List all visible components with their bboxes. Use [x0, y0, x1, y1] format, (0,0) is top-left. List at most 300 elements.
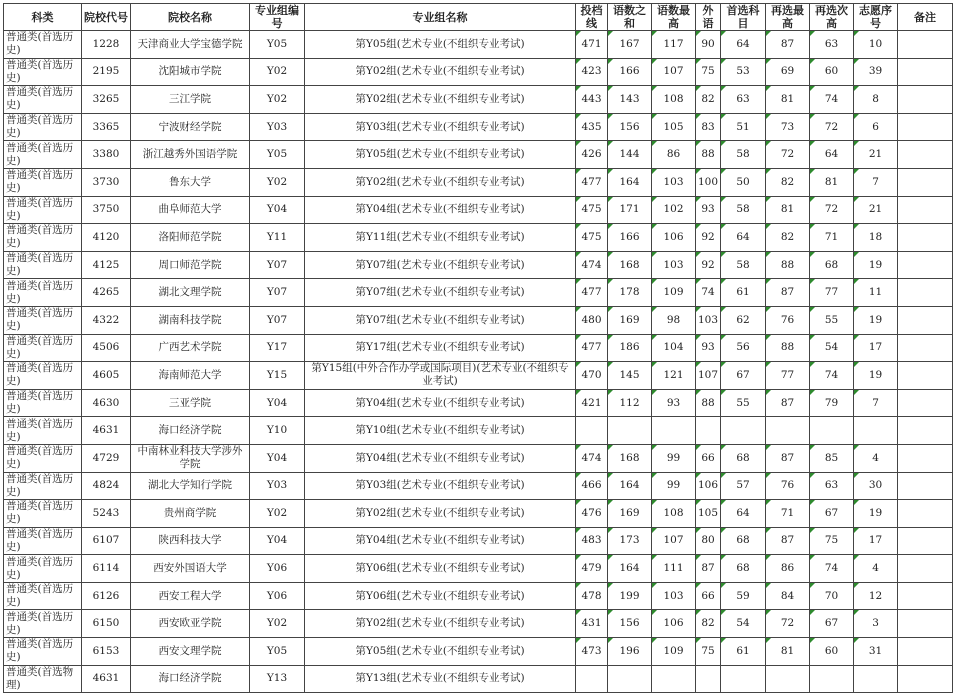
cell-remarks — [898, 306, 953, 334]
cell-group-name: 第Y06组(艺术专业(不组织专业考试) — [305, 555, 576, 583]
cell-foreign-language: 90 — [696, 31, 721, 59]
cell-first-choice-subject: 57 — [721, 472, 766, 500]
cell-school-code: 5243 — [82, 500, 131, 528]
cell-second-choice-max — [766, 417, 810, 445]
cell-second-choice-max: 87 — [766, 279, 810, 307]
cell-group-name: 第Y02组(艺术专业(不组织专业考试) — [305, 168, 576, 196]
header-school-code: 院校代号 — [82, 4, 131, 31]
cell-chinese-math-sum: 145 — [608, 362, 652, 390]
table-row — [4, 638, 953, 666]
header-school-name: 院校名称 — [131, 4, 250, 31]
cell-group-code: Y11 — [250, 224, 305, 252]
cell-subject-category: 普通类(首选历史) — [4, 389, 82, 417]
cell-group-name: 第Y02组(艺术专业(不组织专业考试) — [305, 500, 576, 528]
cell-group-name: 第Y04组(艺术专业(不组织专业考试) — [305, 196, 576, 224]
cell-group-code: Y17 — [250, 334, 305, 362]
cell-second-choice-max: 72 — [766, 610, 810, 638]
cell-first-choice-subject: 64 — [721, 31, 766, 59]
header-group-name: 专业组名称 — [305, 4, 576, 31]
cell-group-name: 第Y02组(艺术专业(不组织专业考试) — [305, 610, 576, 638]
cell-school-code: 4120 — [82, 224, 131, 252]
cell-chinese-math-max: 107 — [652, 58, 696, 86]
cell-chinese-math-max: 108 — [652, 500, 696, 528]
cell-preference-order — [854, 417, 898, 445]
cell-school-code: 4631 — [82, 417, 131, 445]
cell-first-choice-subject — [721, 665, 766, 693]
cell-school-name: 海南师范大学 — [131, 362, 250, 390]
cell-school-code: 4322 — [82, 306, 131, 334]
cell-foreign-language — [696, 417, 721, 445]
cell-school-name: 海口经济学院 — [131, 417, 250, 445]
cell-group-name: 第Y17组(艺术专业(不组织专业考试) — [305, 334, 576, 362]
cell-second-choice-max: 82 — [766, 224, 810, 252]
cell-group-name: 第Y06组(艺术专业(不组织专业考试) — [305, 582, 576, 610]
cell-school-code: 4631 — [82, 665, 131, 693]
admission-score-table-container — [3, 3, 953, 693]
table-row — [4, 279, 953, 307]
cell-school-code: 4506 — [82, 334, 131, 362]
cell-remarks — [898, 555, 953, 583]
cell-chinese-math-max: 108 — [652, 86, 696, 114]
cell-second-choice-max: 76 — [766, 472, 810, 500]
cell-group-code: Y04 — [250, 196, 305, 224]
cell-first-choice-subject — [721, 417, 766, 445]
cell-group-code: Y06 — [250, 555, 305, 583]
cell-chinese-math-sum: 167 — [608, 31, 652, 59]
cell-remarks — [898, 168, 953, 196]
cell-second-choice-max: 73 — [766, 113, 810, 141]
cell-foreign-language: 88 — [696, 141, 721, 169]
cell-chinese-math-sum: 169 — [608, 306, 652, 334]
cell-chinese-math-sum: 196 — [608, 638, 652, 666]
table-row — [4, 31, 953, 59]
cell-second-choice-max: 81 — [766, 638, 810, 666]
cell-group-name: 第Y11组(艺术专业(不组织专业考试) — [305, 224, 576, 252]
cell-remarks — [898, 58, 953, 86]
cell-chinese-math-max: 102 — [652, 196, 696, 224]
cell-subject-category: 普通类(首选历史) — [4, 417, 82, 445]
cell-second-choice-second: 67 — [810, 500, 854, 528]
cell-chinese-math-sum: 156 — [608, 113, 652, 141]
cell-school-code: 3365 — [82, 113, 131, 141]
cell-cutoff-score: 475 — [576, 224, 608, 252]
cell-chinese-math-sum: 173 — [608, 527, 652, 555]
cell-preference-order — [854, 665, 898, 693]
cell-second-choice-second: 67 — [810, 610, 854, 638]
cell-cutoff-score: 426 — [576, 141, 608, 169]
cell-first-choice-subject: 62 — [721, 306, 766, 334]
cell-cutoff-score: 475 — [576, 196, 608, 224]
cell-chinese-math-max: 117 — [652, 31, 696, 59]
cell-second-choice-second: 63 — [810, 31, 854, 59]
cell-second-choice-second: 75 — [810, 527, 854, 555]
cell-school-code: 4729 — [82, 444, 131, 472]
cell-foreign-language: 105 — [696, 500, 721, 528]
cell-school-code: 2195 — [82, 58, 131, 86]
cell-group-code: Y03 — [250, 113, 305, 141]
cell-chinese-math-max: 111 — [652, 555, 696, 583]
cell-chinese-math-sum: 143 — [608, 86, 652, 114]
cell-chinese-math-sum: 112 — [608, 389, 652, 417]
cell-foreign-language: 107 — [696, 362, 721, 390]
cell-school-code: 3750 — [82, 196, 131, 224]
cell-chinese-math-max: 104 — [652, 334, 696, 362]
cell-chinese-math-max: 109 — [652, 279, 696, 307]
cell-cutoff-score: 423 — [576, 58, 608, 86]
header-chinese-math-sum: 语数之和 — [608, 4, 652, 31]
cell-chinese-math-sum: 164 — [608, 555, 652, 583]
cell-second-choice-max: 88 — [766, 251, 810, 279]
cell-second-choice-second — [810, 417, 854, 445]
cell-second-choice-max: 81 — [766, 196, 810, 224]
cell-preference-order: 4 — [854, 555, 898, 583]
cell-remarks — [898, 472, 953, 500]
cell-cutoff-score: 483 — [576, 527, 608, 555]
cell-second-choice-max: 88 — [766, 334, 810, 362]
cell-preference-order: 19 — [854, 362, 898, 390]
cell-school-name: 西安文理学院 — [131, 638, 250, 666]
cell-preference-order: 6 — [854, 113, 898, 141]
cell-chinese-math-max: 103 — [652, 251, 696, 279]
cell-chinese-math-max: 99 — [652, 444, 696, 472]
cell-first-choice-subject: 64 — [721, 224, 766, 252]
cell-school-code: 4125 — [82, 251, 131, 279]
cell-school-name: 西安工程大学 — [131, 582, 250, 610]
cell-foreign-language: 75 — [696, 58, 721, 86]
cell-group-name: 第Y13组(艺术专业(不组织专业考试) — [305, 665, 576, 693]
cell-second-choice-max: 87 — [766, 444, 810, 472]
cell-chinese-math-sum: 186 — [608, 334, 652, 362]
cell-second-choice-max: 87 — [766, 389, 810, 417]
cell-subject-category: 普通类(首选历史) — [4, 582, 82, 610]
table-row — [4, 58, 953, 86]
cell-foreign-language: 74 — [696, 279, 721, 307]
cell-group-name: 第Y04组(艺术专业(不组织专业考试) — [305, 389, 576, 417]
cell-subject-category: 普通类(首选历史) — [4, 58, 82, 86]
cell-first-choice-subject: 61 — [721, 279, 766, 307]
cell-school-name: 鲁东大学 — [131, 168, 250, 196]
cell-subject-category: 普通类(首选历史) — [4, 86, 82, 114]
cell-remarks — [898, 362, 953, 390]
cell-subject-category: 普通类(首选历史) — [4, 224, 82, 252]
table-row — [4, 582, 953, 610]
cell-preference-order: 12 — [854, 582, 898, 610]
cell-preference-order: 4 — [854, 444, 898, 472]
cell-subject-category: 普通类(首选历史) — [4, 527, 82, 555]
table-row — [4, 86, 953, 114]
cell-chinese-math-max: 121 — [652, 362, 696, 390]
table-row — [4, 306, 953, 334]
cell-second-choice-max — [766, 665, 810, 693]
cell-remarks — [898, 527, 953, 555]
cell-cutoff-score — [576, 417, 608, 445]
table-row — [4, 196, 953, 224]
cell-second-choice-second: 60 — [810, 58, 854, 86]
cell-second-choice-max: 71 — [766, 500, 810, 528]
cell-subject-category: 普通类(首选物理) — [4, 665, 82, 693]
cell-school-code: 3380 — [82, 141, 131, 169]
cell-remarks — [898, 638, 953, 666]
cell-chinese-math-sum: 166 — [608, 58, 652, 86]
cell-group-code: Y05 — [250, 638, 305, 666]
cell-school-name: 湖北大学知行学院 — [131, 472, 250, 500]
table-row — [4, 334, 953, 362]
cell-cutoff-score: 474 — [576, 444, 608, 472]
cell-first-choice-subject: 54 — [721, 610, 766, 638]
cell-second-choice-max: 77 — [766, 362, 810, 390]
cell-group-code: Y05 — [250, 141, 305, 169]
cell-second-choice-second: 81 — [810, 168, 854, 196]
cell-group-code: Y15 — [250, 362, 305, 390]
table-row — [4, 665, 953, 693]
cell-school-code: 6153 — [82, 638, 131, 666]
cell-group-name: 第Y03组(艺术专业(不组织专业考试) — [305, 113, 576, 141]
table-row — [4, 113, 953, 141]
cell-cutoff-score: 431 — [576, 610, 608, 638]
cell-second-choice-second: 60 — [810, 638, 854, 666]
cell-foreign-language: 100 — [696, 168, 721, 196]
cell-group-code: Y02 — [250, 86, 305, 114]
cell-foreign-language: 106 — [696, 472, 721, 500]
cell-first-choice-subject: 59 — [721, 582, 766, 610]
table-row — [4, 251, 953, 279]
cell-subject-category: 普通类(首选历史) — [4, 168, 82, 196]
cell-remarks — [898, 444, 953, 472]
cell-cutoff-score: 474 — [576, 251, 608, 279]
cell-group-name: 第Y02组(艺术专业(不组织专业考试) — [305, 58, 576, 86]
cell-foreign-language: 93 — [696, 196, 721, 224]
cell-remarks — [898, 665, 953, 693]
cell-remarks — [898, 31, 953, 59]
cell-subject-category: 普通类(首选历史) — [4, 638, 82, 666]
cell-chinese-math-max: 86 — [652, 141, 696, 169]
cell-school-name: 海口经济学院 — [131, 665, 250, 693]
cell-foreign-language: 92 — [696, 224, 721, 252]
cell-second-choice-second: 74 — [810, 555, 854, 583]
cell-group-code: Y02 — [250, 58, 305, 86]
cell-chinese-math-sum: 178 — [608, 279, 652, 307]
cell-chinese-math-sum: 168 — [608, 251, 652, 279]
cell-chinese-math-max: 105 — [652, 113, 696, 141]
cell-school-name: 广西艺术学院 — [131, 334, 250, 362]
cell-school-code: 1228 — [82, 31, 131, 59]
cell-remarks — [898, 610, 953, 638]
cell-group-code: Y02 — [250, 500, 305, 528]
cell-first-choice-subject: 50 — [721, 168, 766, 196]
cell-first-choice-subject: 58 — [721, 251, 766, 279]
cell-preference-order: 18 — [854, 224, 898, 252]
cell-school-name: 沈阳城市学院 — [131, 58, 250, 86]
cell-preference-order: 10 — [854, 31, 898, 59]
cell-subject-category: 普通类(首选历史) — [4, 31, 82, 59]
cell-first-choice-subject: 56 — [721, 334, 766, 362]
table-row — [4, 527, 953, 555]
cell-chinese-math-max — [652, 417, 696, 445]
cell-remarks — [898, 334, 953, 362]
cell-cutoff-score: 477 — [576, 334, 608, 362]
cell-second-choice-max: 76 — [766, 306, 810, 334]
header-chinese-math-max: 语数最高 — [652, 4, 696, 31]
cell-preference-order: 21 — [854, 196, 898, 224]
cell-second-choice-second: 77 — [810, 279, 854, 307]
cell-first-choice-subject: 63 — [721, 86, 766, 114]
cell-chinese-math-sum: 199 — [608, 582, 652, 610]
cell-chinese-math-max: 103 — [652, 168, 696, 196]
cell-subject-category: 普通类(首选历史) — [4, 113, 82, 141]
cell-foreign-language: 93 — [696, 334, 721, 362]
cell-chinese-math-max: 107 — [652, 527, 696, 555]
cell-foreign-language: 75 — [696, 638, 721, 666]
cell-cutoff-score: 480 — [576, 306, 608, 334]
cell-school-name: 贵州商学院 — [131, 500, 250, 528]
header-cutoff-score: 投档线 — [576, 4, 608, 31]
cell-chinese-math-sum: 164 — [608, 168, 652, 196]
cell-remarks — [898, 86, 953, 114]
cell-group-name: 第Y05组(艺术专业(不组织专业考试) — [305, 141, 576, 169]
cell-subject-category: 普通类(首选历史) — [4, 141, 82, 169]
cell-second-choice-second: 70 — [810, 582, 854, 610]
cell-second-choice-max: 72 — [766, 141, 810, 169]
cell-chinese-math-sum: 156 — [608, 610, 652, 638]
cell-school-name: 湖南科技学院 — [131, 306, 250, 334]
cell-first-choice-subject: 64 — [721, 500, 766, 528]
cell-preference-order: 7 — [854, 168, 898, 196]
cell-group-name: 第Y04组(艺术专业(不组织专业考试) — [305, 527, 576, 555]
cell-preference-order: 21 — [854, 141, 898, 169]
cell-cutoff-score: 471 — [576, 31, 608, 59]
cell-school-name: 中南林业科技大学涉外学院 — [131, 444, 250, 472]
cell-remarks — [898, 251, 953, 279]
cell-second-choice-second: 55 — [810, 306, 854, 334]
table-row — [4, 389, 953, 417]
cell-cutoff-score: 476 — [576, 500, 608, 528]
cell-school-code: 4630 — [82, 389, 131, 417]
cell-second-choice-max: 86 — [766, 555, 810, 583]
cell-group-name: 第Y03组(艺术专业(不组织专业考试) — [305, 472, 576, 500]
cell-group-name: 第Y07组(艺术专业(不组织专业考试) — [305, 306, 576, 334]
cell-chinese-math-max — [652, 665, 696, 693]
cell-first-choice-subject: 68 — [721, 444, 766, 472]
cell-chinese-math-sum: 144 — [608, 141, 652, 169]
cell-chinese-math-sum: 169 — [608, 500, 652, 528]
cell-first-choice-subject: 51 — [721, 113, 766, 141]
cell-remarks — [898, 224, 953, 252]
cell-cutoff-score: 478 — [576, 582, 608, 610]
cell-group-name: 第Y05组(艺术专业(不组织专业考试) — [305, 31, 576, 59]
cell-preference-order: 17 — [854, 334, 898, 362]
cell-group-code: Y13 — [250, 665, 305, 693]
cell-foreign-language: 103 — [696, 306, 721, 334]
cell-second-choice-second: 68 — [810, 251, 854, 279]
cell-group-code: Y07 — [250, 251, 305, 279]
header-subject-category: 科类 — [4, 4, 82, 31]
cell-second-choice-max: 82 — [766, 168, 810, 196]
cell-first-choice-subject: 58 — [721, 196, 766, 224]
cell-school-name: 陕西科技大学 — [131, 527, 250, 555]
cell-chinese-math-max: 106 — [652, 610, 696, 638]
cell-remarks — [898, 389, 953, 417]
table-row — [4, 417, 953, 445]
cell-remarks — [898, 417, 953, 445]
cell-school-name: 宁波财经学院 — [131, 113, 250, 141]
cell-chinese-math-sum: 164 — [608, 472, 652, 500]
cell-group-name: 第Y02组(艺术专业(不组织专业考试) — [305, 86, 576, 114]
cell-school-code: 3265 — [82, 86, 131, 114]
cell-school-name: 浙江越秀外国语学院 — [131, 141, 250, 169]
cell-cutoff-score: 477 — [576, 168, 608, 196]
cell-subject-category: 普通类(首选历史) — [4, 196, 82, 224]
cell-preference-order: 17 — [854, 527, 898, 555]
cell-first-choice-subject: 53 — [721, 58, 766, 86]
cell-chinese-math-max: 103 — [652, 582, 696, 610]
table-row — [4, 610, 953, 638]
cell-foreign-language: 82 — [696, 610, 721, 638]
cell-group-name: 第Y07组(艺术专业(不组织专业考试) — [305, 251, 576, 279]
cell-second-choice-max: 87 — [766, 31, 810, 59]
cell-cutoff-score: 479 — [576, 555, 608, 583]
cell-subject-category: 普通类(首选历史) — [4, 555, 82, 583]
cell-second-choice-max: 69 — [766, 58, 810, 86]
cell-group-code: Y03 — [250, 472, 305, 500]
table-row — [4, 555, 953, 583]
table-row — [4, 362, 953, 390]
cell-second-choice-second: 74 — [810, 362, 854, 390]
cell-remarks — [898, 141, 953, 169]
cell-school-name: 三亚学院 — [131, 389, 250, 417]
cell-foreign-language: 66 — [696, 582, 721, 610]
cell-preference-order: 39 — [854, 58, 898, 86]
table-row — [4, 500, 953, 528]
cell-subject-category: 普通类(首选历史) — [4, 444, 82, 472]
cell-school-name: 湖北文理学院 — [131, 279, 250, 307]
cell-second-choice-max: 81 — [766, 86, 810, 114]
cell-school-name: 西安外国语大学 — [131, 555, 250, 583]
cell-foreign-language: 83 — [696, 113, 721, 141]
cell-school-name: 曲阜师范大学 — [131, 196, 250, 224]
cell-cutoff-score: 470 — [576, 362, 608, 390]
cell-second-choice-max: 87 — [766, 527, 810, 555]
cell-preference-order: 19 — [854, 251, 898, 279]
header-second-choice-max: 再选最高 — [766, 4, 810, 31]
cell-second-choice-second: 54 — [810, 334, 854, 362]
cell-second-choice-second: 64 — [810, 141, 854, 169]
cell-foreign-language: 88 — [696, 389, 721, 417]
header-second-choice-second: 再选次高 — [810, 4, 854, 31]
cell-first-choice-subject: 68 — [721, 527, 766, 555]
cell-school-code: 3730 — [82, 168, 131, 196]
header-first-choice-subject: 首选科目 — [721, 4, 766, 31]
cell-cutoff-score: 443 — [576, 86, 608, 114]
cell-group-code: Y10 — [250, 417, 305, 445]
cell-school-code: 4605 — [82, 362, 131, 390]
cell-school-name: 天津商业大学宝德学院 — [131, 31, 250, 59]
cell-school-name: 西安欧亚学院 — [131, 610, 250, 638]
cell-chinese-math-max: 93 — [652, 389, 696, 417]
table-row — [4, 224, 953, 252]
cell-chinese-math-sum: 171 — [608, 196, 652, 224]
cell-chinese-math-max: 109 — [652, 638, 696, 666]
cell-group-code: Y02 — [250, 168, 305, 196]
cell-first-choice-subject: 68 — [721, 555, 766, 583]
admission-score-table — [3, 3, 953, 693]
cell-group-code: Y07 — [250, 279, 305, 307]
cell-preference-order: 3 — [854, 610, 898, 638]
cell-foreign-language — [696, 665, 721, 693]
cell-preference-order: 7 — [854, 389, 898, 417]
cell-group-code: Y07 — [250, 306, 305, 334]
cell-subject-category: 普通类(首选历史) — [4, 500, 82, 528]
table-row — [4, 168, 953, 196]
